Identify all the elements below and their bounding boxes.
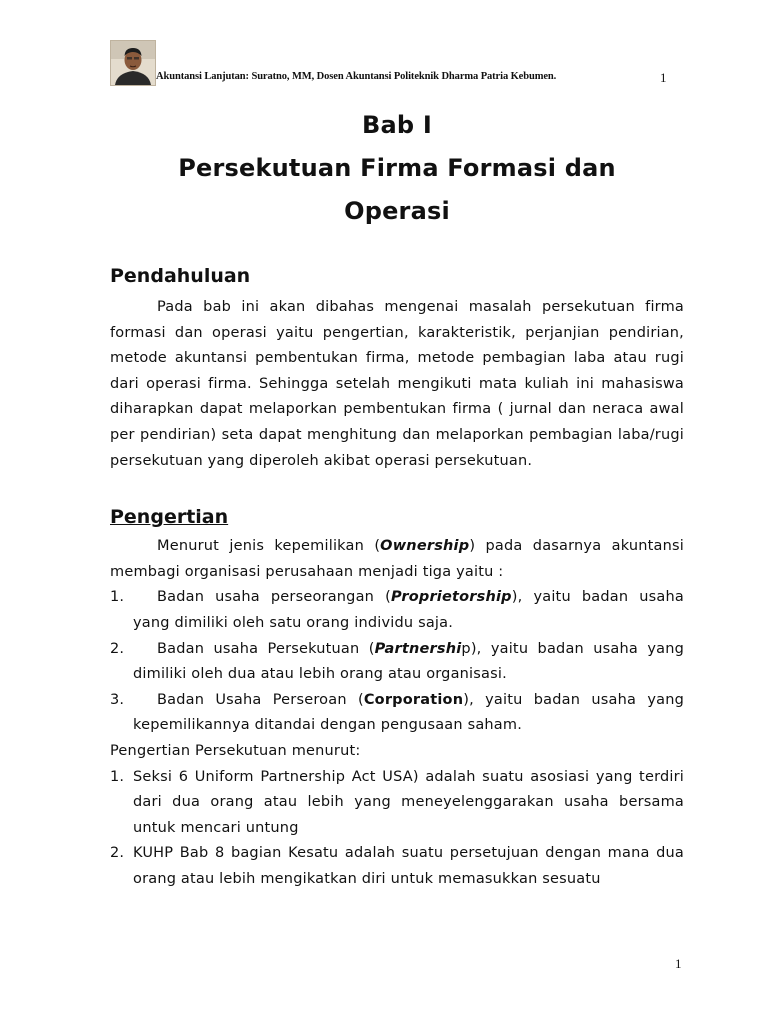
list-number: 3.	[110, 691, 125, 708]
document-body	[110, 104, 684, 892]
definitions-list	[110, 765, 684, 893]
list-number: 1.	[110, 589, 125, 606]
list-number: 1.	[110, 768, 125, 785]
business-types-list	[110, 585, 684, 739]
header-title: Akuntansi Lanjutan: Suratno, MM, Dosen Akuntansi Politeknik Dharma Patria Kebumen.	[156, 71, 557, 82]
emphasis-term: Ownership	[380, 538, 470, 555]
chapter-title	[110, 104, 684, 233]
list-text: KUHP Bab 8 bagian Kesatu adalah suatu persetujuan dengan mana dua orang atau lebih mengikatkan diri untuk memasukkan sesuatu	[133, 845, 684, 887]
page-header	[110, 40, 670, 86]
section-heading: Pengertian	[110, 506, 229, 529]
list-number: 2.	[110, 845, 125, 862]
paragraph: Pada bab ini akan dibahas mengenai masalah persekutuan firma formasi dan operasi yaitu pengertian, karakteristik, perjanjian pendirian, metode akuntansi pembentukan firma, metode pembagian laba atau rugi dari operasi firma. Sehingga setelah mengikuti mata kuliah ini mahasiswa diharapkan dapat melaporkan pembentukan firma ( jurnal dan neraca awal per pendirian) seta dapat menghitung dan melaporkan pembagian laba/rugi persekutuan yang diperoleh akibat operasi persekutuan.	[110, 299, 684, 469]
text: ), yaitu badan usaha yang dimiliki oleh satu orang individu saja.	[133, 589, 684, 631]
text: Menurut jenis kepemilikan (	[157, 538, 381, 555]
title-line-3: Operasi	[344, 197, 450, 225]
paragraph	[110, 534, 684, 585]
emphasis-term: Proprietorship	[390, 589, 512, 606]
list-number: 2.	[110, 640, 125, 657]
section-pengertian	[110, 504, 684, 892]
list-item	[110, 637, 684, 688]
emphasis-term: Partnershi	[374, 640, 462, 657]
list-text: Seksi 6 Uniform Partnership Act USA) adalah suatu asosiasi yang terdiri dari dua orang atau lebih yang meneyelenggarakan usaha bersama untuk mencari untung	[133, 768, 684, 836]
footer-page-number: 1	[675, 956, 682, 971]
list-item	[110, 841, 684, 892]
list-item	[110, 688, 684, 739]
list-item	[110, 765, 684, 842]
section-pendahuluan	[110, 263, 684, 474]
text: Badan usaha Persekutuan (	[157, 640, 375, 657]
emphasis-term: Corporation	[363, 691, 464, 708]
author-photo	[110, 40, 156, 86]
title-line-2: Persekutuan Firma Formasi dan	[178, 154, 616, 182]
text: Badan Usaha Perseroan (	[157, 691, 364, 708]
title-line-1: Bab I	[362, 111, 432, 139]
text: p), yaitu badan usaha yang dimiliki oleh dua atau lebih orang atau organisasi.	[133, 640, 684, 683]
header-page-number: 1	[660, 70, 667, 85]
list-item	[110, 585, 684, 636]
text: ) pada dasarnya akuntansi membagi organisasi perusahaan menjadi tiga yaitu :	[110, 538, 684, 580]
definitions-label: Pengertian Persekutuan menurut:	[110, 742, 361, 759]
section-heading: Pendahuluan	[110, 265, 251, 287]
text: ), yaitu badan usaha yang kepemilikannya ditandai dengan pengusaan saham.	[133, 691, 684, 734]
text: Badan usaha perseorangan (	[157, 589, 391, 606]
